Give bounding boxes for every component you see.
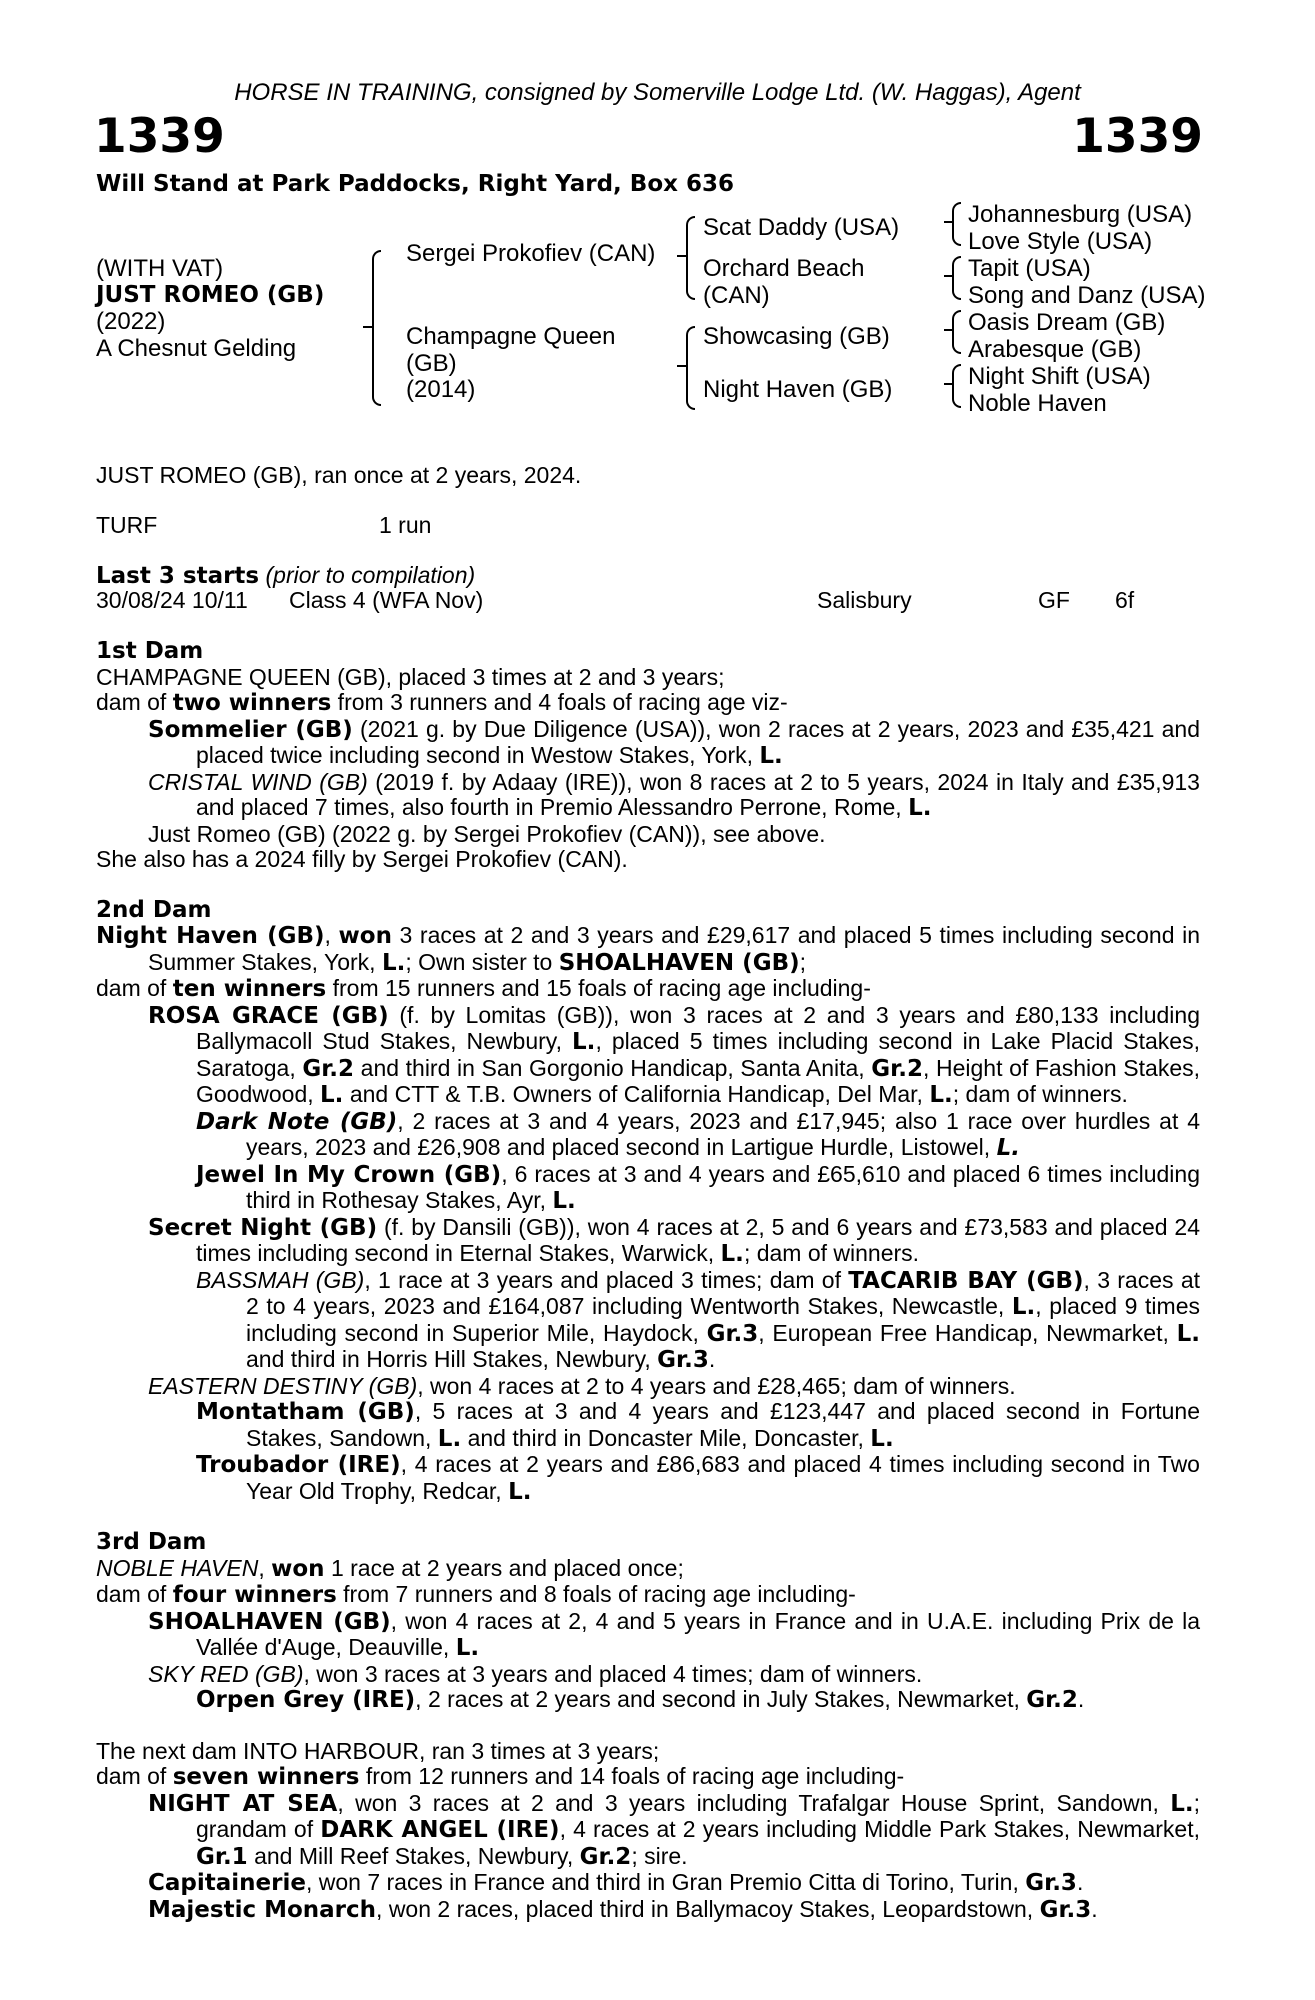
text-run: Jewel In My Crown (GB) bbox=[196, 1161, 502, 1188]
produce-sky-red bbox=[96, 1662, 1200, 1688]
text-run: won bbox=[271, 1555, 325, 1582]
produce-shoalhaven bbox=[96, 1609, 1200, 1662]
text-run: , won 3 races at 2 and 3 years including Trafalgar House Sprint, Sandown, bbox=[337, 1789, 1171, 1816]
text-run: . bbox=[708, 1346, 716, 1372]
text-run: , 4 races at 2 years including Middle Park Stakes, Newmarket, bbox=[559, 1816, 1200, 1842]
second-dam-record bbox=[96, 923, 1200, 976]
horse-year: (2022) bbox=[96, 308, 166, 335]
last-starts-heading: Last 3 starts bbox=[96, 563, 260, 589]
next-dam-record: The next dam INTO HARBOUR, ran 3 times at 3 years; bbox=[96, 1737, 660, 1764]
text-run: EASTERN DESTINY (GB) bbox=[148, 1372, 418, 1399]
text-run: , 2 races at 2 years and second in July Stakes, Newmarket, bbox=[415, 1686, 1027, 1712]
text-run: Dark Note (GB) bbox=[196, 1108, 398, 1135]
venue-line: Will Stand at Park Paddocks, Right Yard, Box 636 bbox=[96, 171, 734, 197]
text-run: Night Haven (GB) bbox=[96, 923, 325, 949]
turf-label: TURF bbox=[96, 512, 158, 538]
lot-number-right: 1339 bbox=[1072, 109, 1203, 164]
dam-line2: (GB) bbox=[406, 350, 457, 377]
text-run: dam of bbox=[96, 1763, 173, 1789]
text-run: Gr.3 bbox=[1039, 1896, 1092, 1923]
text-run: ; sire. bbox=[631, 1842, 688, 1869]
pedigree-brace bbox=[952, 256, 961, 300]
vat-note: (WITH VAT) bbox=[96, 255, 224, 282]
text-run: , 5 races at 3 and 4 years and £123,447 and placed second in Fortune Stakes, Sandown, bbox=[246, 1398, 1200, 1451]
text-run: Gr.2 bbox=[579, 1843, 632, 1870]
text-run: Gr.1 bbox=[196, 1843, 248, 1870]
text-run: L. bbox=[870, 1425, 894, 1452]
text-run: , placed 9 times including second in Superior Mile, Haydock, bbox=[246, 1293, 1200, 1346]
text-run: from 15 runners and 15 foals of racing age including- bbox=[326, 975, 871, 1001]
text-run: L. bbox=[381, 949, 406, 976]
text-run: dam of bbox=[96, 975, 173, 1001]
ss-dam: Love Style (USA) bbox=[968, 228, 1153, 255]
first-dam-heading: 1st Dam bbox=[96, 638, 204, 664]
text-run: SHOALHAVEN (GB) bbox=[558, 949, 800, 976]
text-run: , placed 5 times including second in Lake Placid Stakes, Saratoga, bbox=[196, 1028, 1200, 1081]
text-run: dam of bbox=[96, 689, 173, 715]
last-starts-heading-row bbox=[96, 563, 475, 590]
horse-name: JUST ROMEO (GB) bbox=[96, 282, 325, 308]
text-run: Gr.3 bbox=[1025, 1870, 1077, 1896]
produce-rosa-grace bbox=[96, 1003, 1200, 1109]
pedigree-brace bbox=[686, 216, 695, 300]
pedigree-brace bbox=[952, 202, 961, 246]
text-run: and CTT & T.B. Owners of California Handicap, Del Mar, bbox=[343, 1081, 930, 1107]
sire-sire: Scat Daddy (USA) bbox=[703, 214, 900, 241]
text-run: Montatham (GB) bbox=[196, 1399, 415, 1425]
text-run: L. bbox=[929, 1082, 953, 1108]
dam-line3: (2014) bbox=[406, 376, 476, 403]
start-class: Class 4 (WFA Nov) bbox=[289, 587, 484, 613]
text-run: and third in San Gorgonio Handicap, Santa Anita, bbox=[354, 1054, 872, 1081]
produce-sommelier bbox=[96, 717, 1200, 770]
text-run: , won 2 races, placed third in Ballymacoy Stakes, Leopardstown, bbox=[376, 1895, 1040, 1922]
second-dam-produce-line bbox=[96, 976, 1200, 1003]
produce-orpen-grey bbox=[96, 1687, 1200, 1714]
text-run: Gr.2 bbox=[1026, 1687, 1078, 1713]
produce-secret-night bbox=[96, 1215, 1200, 1268]
sd-dam: Song and Danz (USA) bbox=[968, 282, 1206, 309]
text-run: BASSMAH (GB) bbox=[196, 1266, 365, 1293]
text-run: , Height of Fashion Stakes, Goodwood, bbox=[196, 1054, 1200, 1107]
ds-sire: Oasis Dream (GB) bbox=[968, 309, 1166, 336]
produce-night-at-sea bbox=[96, 1791, 1200, 1871]
sire-dam-line2: (CAN) bbox=[703, 282, 770, 309]
ds-dam: Arabesque (GB) bbox=[968, 336, 1142, 363]
produce-bassmah bbox=[96, 1268, 1200, 1374]
text-run: Gr.3 bbox=[706, 1320, 759, 1347]
text-run: NIGHT AT SEA bbox=[148, 1790, 338, 1817]
produce-majestic-monarch bbox=[96, 1897, 1200, 1924]
text-run: Gr.2 bbox=[871, 1055, 923, 1082]
text-run: L. bbox=[1170, 1790, 1194, 1817]
consignor-header: HORSE IN TRAINING, consigned by Somerville Lodge Ltd. (W. Haggas), Agent bbox=[234, 79, 1081, 106]
pedigree-brace bbox=[686, 326, 695, 410]
lot-number-left: 1339 bbox=[94, 109, 225, 164]
start-distance: 6f bbox=[1115, 587, 1135, 613]
sd-sire: Tapit (USA) bbox=[968, 255, 1091, 282]
text-run: NOBLE HAVEN bbox=[96, 1554, 259, 1581]
text-run: , won 4 races at 2 to 4 years and £28,465; dam of winners. bbox=[417, 1372, 1016, 1399]
text-run: from 3 runners and 4 foals of racing age viz- bbox=[331, 689, 788, 715]
text-run: , won 7 races in France and third in Gran Premio Citta di Torino, Turin, bbox=[305, 1869, 1026, 1895]
start-date-position: 30/08/24 10/11 bbox=[96, 587, 248, 613]
produce-capitainerie bbox=[96, 1870, 1200, 1897]
produce-troubador bbox=[96, 1452, 1200, 1505]
text-run: . bbox=[1091, 1895, 1098, 1922]
text-run: SKY RED (GB) bbox=[148, 1660, 304, 1687]
text-run: , 6 races at 3 and 4 years and £65,610 and placed 6 times including third in Rothesay Stakes, Ayr, bbox=[246, 1160, 1201, 1213]
text-run: dam of bbox=[96, 1581, 173, 1607]
sire-dam-line1: Orchard Beach bbox=[703, 255, 865, 282]
text-run: from 12 runners and 14 foals of racing age including- bbox=[359, 1763, 905, 1789]
sire: Sergei Prokofiev (CAN) bbox=[406, 240, 656, 267]
first-dam-note: She also has a 2024 filly by Sergei Prokofiev (CAN). bbox=[96, 846, 628, 872]
text-run: ; dam of winners. bbox=[952, 1081, 1128, 1107]
text-run: 3 races at 2 and 3 years and £29,617 and placed 5 times including second in Summer Stakes, York, bbox=[148, 922, 1201, 975]
text-run: Orpen Grey (IRE) bbox=[196, 1687, 416, 1713]
text-run: (2021 g. by Due Diligence (USA)), won 2 races at 2 years, 2023 and £35,421 and placed twice including second in Westow Stakes, York, bbox=[196, 715, 1201, 768]
pedigree-brace bbox=[952, 364, 961, 408]
dam-line1: Champagne Queen bbox=[406, 323, 616, 350]
text-run: ; Own sister to bbox=[405, 948, 559, 975]
produce-dark-note bbox=[96, 1109, 1200, 1162]
start-going: GF bbox=[1038, 587, 1070, 613]
text-run: , won 3 races at 3 years and placed 4 times; dam of winners. bbox=[303, 1660, 923, 1687]
text-run: 1 race at 2 years and placed once; bbox=[324, 1554, 684, 1581]
produce-jewel-in-my-crown bbox=[96, 1162, 1200, 1215]
third-dam-produce-line bbox=[96, 1582, 1200, 1609]
dd-sire: Night Shift (USA) bbox=[968, 363, 1151, 390]
pedigree-brace bbox=[952, 310, 961, 354]
turf-runs: 1 run bbox=[379, 512, 432, 538]
text-run: CRISTAL WIND (GB) bbox=[148, 768, 368, 795]
text-run: ROSA GRACE (GB) bbox=[148, 1002, 389, 1029]
text-run: from 7 runners and 8 foals of racing age including- bbox=[336, 1581, 856, 1607]
first-dam-produce-line bbox=[96, 690, 1200, 717]
text-run: Secret Night (GB) bbox=[148, 1214, 378, 1241]
third-dam-record bbox=[96, 1556, 1200, 1583]
text-run: , won 4 races at 2, 4 and 5 years in France and in U.A.E. including Prix de la Vallée d'Auge, Deauville, bbox=[196, 1607, 1200, 1660]
text-run: won bbox=[338, 923, 392, 949]
text-run: L. bbox=[572, 1029, 596, 1055]
text-run: , bbox=[324, 922, 339, 948]
text-run: L. bbox=[552, 1188, 576, 1214]
dam-sire: Showcasing (GB) bbox=[703, 323, 890, 350]
text-run: , bbox=[258, 1554, 272, 1581]
text-run: L. bbox=[908, 795, 932, 821]
text-run: seven winners bbox=[172, 1764, 360, 1790]
next-dam-produce-line bbox=[96, 1764, 1200, 1791]
dd-dam: Noble Haven bbox=[968, 390, 1107, 417]
text-run: L. bbox=[1011, 1294, 1036, 1320]
text-run: Capitainerie bbox=[148, 1870, 306, 1896]
text-run: (f. by Lomitas (GB)), won 3 races at 2 and 3 years and £80,133 including Ballymacoll Stud Stakes, Newbury, bbox=[196, 1001, 1200, 1054]
text-run: . bbox=[1076, 1869, 1084, 1895]
text-run: Majestic Monarch bbox=[148, 1896, 377, 1923]
text-run: Gr.2 bbox=[302, 1055, 355, 1082]
text-run: L. bbox=[720, 1241, 744, 1267]
horse-description: A Chesnut Gelding bbox=[96, 335, 297, 362]
text-run: four winners bbox=[172, 1582, 337, 1608]
second-dam-heading: 2nd Dam bbox=[96, 896, 212, 923]
text-run: L. bbox=[996, 1135, 1020, 1161]
catalogue-body bbox=[96, 639, 1200, 1923]
text-run: L. bbox=[1176, 1320, 1200, 1347]
text-run: and third in Horris Hill Stakes, Newbury, bbox=[246, 1346, 658, 1372]
text-run: , 2 races at 3 and 4 years, 2023 and £17,945; also 1 race over hurdles at 4 years, 2023 and £26,908 and placed second in Lartigue Hurdle, Listowel, bbox=[246, 1107, 1200, 1160]
text-run: ; grandam of bbox=[196, 1789, 1200, 1842]
text-run: (f. by Dansili (GB)), won 4 races at 2, 5 and 6 years and £73,583 and placed 24 times including second in Eternal Stakes, Warwick, bbox=[196, 1213, 1200, 1266]
text-run: L. bbox=[437, 1425, 462, 1452]
text-run: Troubador (IRE) bbox=[196, 1452, 401, 1478]
text-run: two winners bbox=[172, 690, 332, 716]
produce-montatham bbox=[96, 1399, 1200, 1452]
text-run: L. bbox=[508, 1478, 532, 1505]
produce-just-romeo: Just Romeo (GB) (2022 g. by Sergei Prokofiev (CAN)), see above. bbox=[148, 820, 826, 847]
produce-cristal-wind bbox=[96, 770, 1200, 822]
race-summary: JUST ROMEO (GB), ran once at 2 years, 2024. bbox=[96, 462, 582, 488]
text-run: L. bbox=[759, 743, 783, 769]
dam-dam: Night Haven (GB) bbox=[703, 376, 893, 403]
text-run: , 4 races at 2 years and £86,683 and placed 4 times including second in Two Year Old Trophy, Redcar, bbox=[246, 1451, 1200, 1504]
text-run: Sommelier (GB) bbox=[148, 716, 353, 743]
third-dam-heading: 3rd Dam bbox=[96, 1529, 207, 1555]
text-run: Gr.3 bbox=[657, 1347, 709, 1373]
text-run: and Mill Reef Stakes, Newbury, bbox=[247, 1842, 580, 1869]
text-run: and third in Doncaster Mile, Doncaster, bbox=[461, 1424, 871, 1451]
ss-sire: Johannesburg (USA) bbox=[968, 201, 1193, 228]
text-run: , 1 race at 3 years and placed 3 times; dam of bbox=[364, 1266, 849, 1293]
text-run: (2019 f. by Adaay (IRE)), won 8 races at 2 to 5 years, 2024 in Italy and £35,913 and placed 7 times, also fourth in Premio Alessandro Perrone, Rome, bbox=[196, 768, 1200, 820]
produce-eastern-destiny bbox=[96, 1374, 1200, 1400]
text-run: ten winners bbox=[172, 976, 327, 1002]
first-dam-intro: CHAMPAGNE QUEEN (GB), placed 3 times at 2 and 3 years; bbox=[96, 663, 725, 690]
text-run: L. bbox=[320, 1082, 344, 1108]
last-starts-note: (prior to compilation) bbox=[265, 562, 476, 588]
pedigree-brace bbox=[372, 250, 381, 406]
text-run: , 3 races at 2 to 4 years, 2023 and £164,087 including Wentworth Stakes, Newcastle, bbox=[246, 1266, 1201, 1319]
text-run: , European Free Handicap, Newmarket, bbox=[758, 1319, 1177, 1346]
text-run: L. bbox=[455, 1635, 480, 1661]
text-run: . bbox=[1077, 1686, 1085, 1712]
start-course: Salisbury bbox=[817, 587, 912, 613]
text-run: DARK ANGEL (IRE) bbox=[320, 1817, 560, 1843]
text-run: TACARIB BAY (GB) bbox=[848, 1267, 1084, 1294]
text-run: ; bbox=[799, 948, 807, 975]
text-run: SHOALHAVEN (GB) bbox=[148, 1608, 391, 1635]
text-run: ; dam of winners. bbox=[743, 1240, 920, 1266]
